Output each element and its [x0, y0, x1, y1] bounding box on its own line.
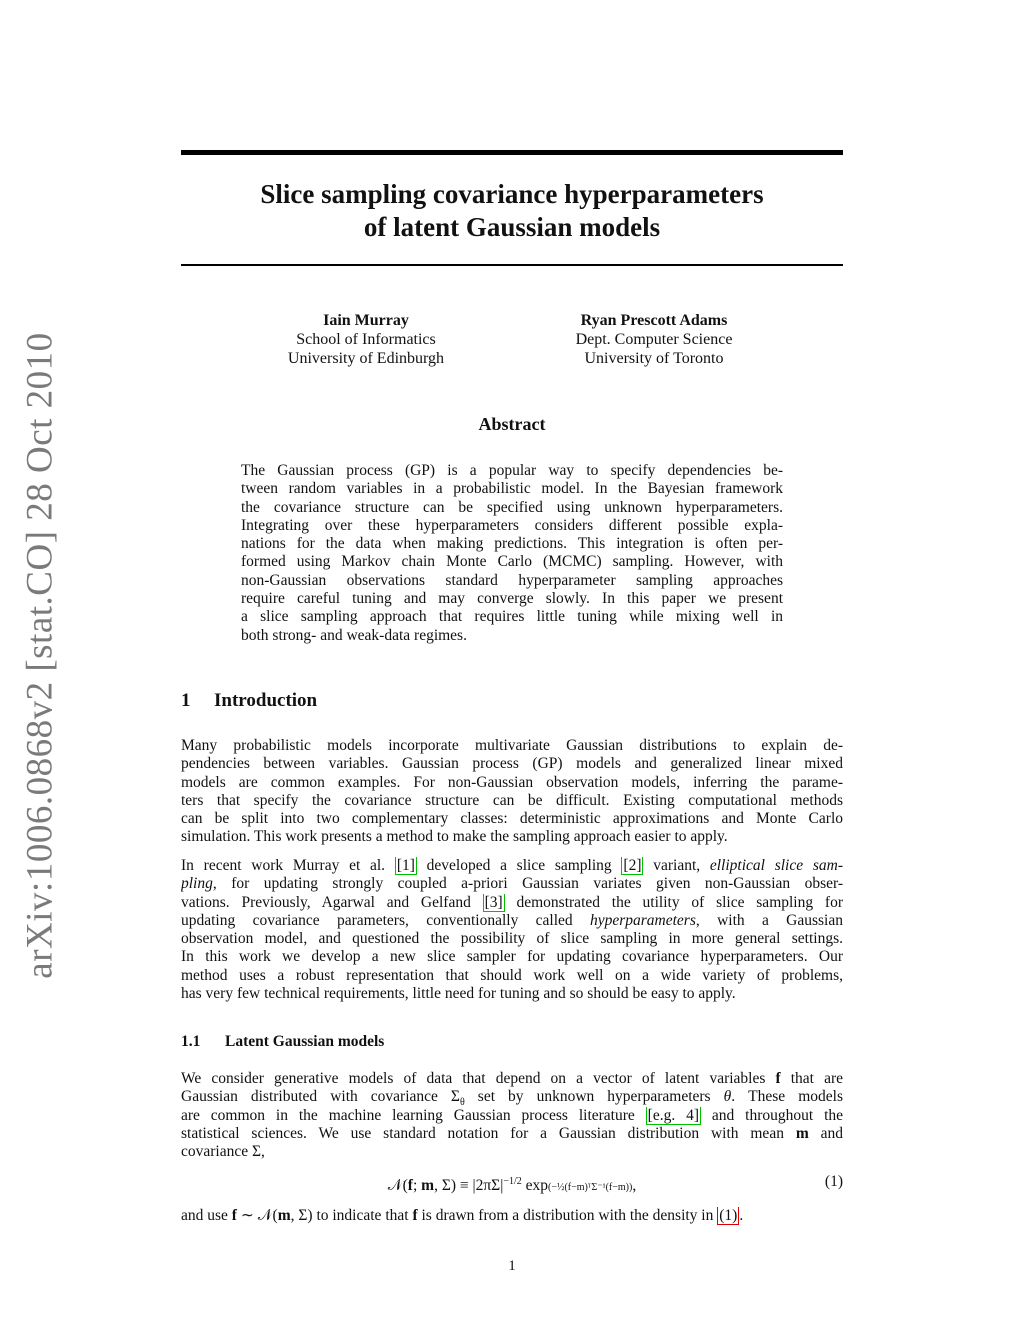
paper-title	[181, 178, 843, 244]
abstract-heading: Abstract	[478, 414, 546, 434]
paragraph-line	[181, 857, 843, 875]
paragraph-line: pendencies between variables. Gaussian process (GP) models and generalized linear mixed	[181, 755, 843, 773]
arxiv-identifier-stamp	[10, 331, 70, 979]
citation-link[interactable]: [e.g. 4]	[647, 1106, 700, 1124]
paragraph-line	[181, 1125, 843, 1143]
abstract-line: the covariance structure can be specified using unknown hyperparameters.	[241, 498, 783, 516]
abstract-line: nations for the data when making predictions. This integration is often per-	[241, 535, 783, 553]
abstract-line: formed using Markov chain Monte Carlo (MCMC) sampling. However, with	[241, 553, 783, 571]
author-affiliation: University of Edinburgh	[287, 350, 445, 367]
math-vector: f	[231, 1207, 237, 1224]
abstract-line: both strong- and weak-data regimes.	[241, 626, 467, 644]
abstract-line: Integrating over these hyperparameters considers different possible expla-	[241, 516, 783, 534]
abstract-line: a slice sampling approach that requires little tuning while mixing well in	[241, 608, 783, 626]
author-block-2	[544, 311, 764, 368]
abstract-body	[241, 462, 783, 645]
equation-exponent: −1/2	[503, 1176, 522, 1187]
math-vector: f	[407, 1177, 413, 1195]
subsection-title: Latent Gaussian models	[225, 1033, 385, 1050]
math-vector: m	[277, 1207, 291, 1224]
equation-body	[181, 1170, 843, 1200]
text-run: . These models	[731, 1088, 843, 1106]
math-vector: m	[795, 1124, 809, 1142]
text-run: statistical sciences. We use standard notation for a Gaussian distribution with mean	[181, 1124, 796, 1142]
paragraph-line	[181, 1107, 843, 1125]
paragraph-line: simulation. This work presents a method to make the sampling approach easier to apply.	[181, 828, 728, 846]
text-run: are common in the machine learning Gaussian process literature	[181, 1106, 646, 1124]
text-run: that are	[780, 1070, 843, 1087]
text-run: In recent work Murray et al.	[181, 857, 395, 874]
title-line-2: of latent Gaussian models	[363, 212, 661, 242]
text-run: and	[808, 1124, 843, 1142]
text-run: variant,	[643, 857, 710, 874]
abstract-line: The Gaussian process (GP) is a popular way to specify dependencies be-	[241, 462, 783, 479]
paragraph-line	[181, 875, 843, 893]
text-run: demonstrated the utility of slice sampling for	[504, 893, 843, 911]
equation-part: 𝒩(	[387, 1177, 408, 1195]
paragraph-line	[181, 1070, 843, 1088]
text-run: We consider generative models of data that depend on a vector of latent variables	[181, 1070, 776, 1087]
equation-reference-link[interactable]: (1)	[719, 1207, 738, 1224]
title-top-rule	[181, 150, 843, 155]
math-vector: f	[775, 1070, 781, 1087]
math-vector: m	[421, 1177, 435, 1195]
abstract-line: require careful tuning and may converge slowly. In this paper we present	[241, 590, 783, 608]
paragraph-line: covariance Σ,	[181, 1143, 265, 1161]
subsection-heading-latent-gaussian-models	[181, 1033, 384, 1051]
text-run: updating covariance parameters, conventionally called	[181, 911, 590, 929]
page-number: 1	[508, 1258, 516, 1274]
text-run: and throughout the	[701, 1106, 843, 1124]
author-name: Iain Murray	[323, 312, 409, 329]
math-subscript: θ	[459, 1097, 465, 1107]
section-number: 1	[181, 690, 191, 711]
paragraph-line: Many probabilistic models incorporate multivariate Gaussian distributions to explain de-	[181, 737, 843, 754]
text-run: , with a Gaussian	[695, 911, 843, 929]
abstract-line: tween random variables in a probabilistic model. In the Bayesian framework	[241, 480, 783, 498]
paragraph-line: method uses a robust representation that should work well on a wide variety of problems,	[181, 966, 843, 984]
citation-link[interactable]: [1]	[396, 857, 415, 874]
paragraph-line: observation model, and questioned the possibility of slice sampling in more general settings.	[181, 930, 843, 948]
paragraph-line: ters that specify the covariance structure can be difficult. Existing computational methods	[181, 791, 843, 809]
section-title: Introduction	[214, 690, 318, 711]
emphasis-text: pling	[181, 875, 213, 893]
paragraph-line	[181, 912, 843, 930]
abstract-line: non-Gaussian observations standard hyperparameter sampling approaches	[241, 571, 783, 589]
text-run: , for updating strongly coupled a-priori Gaussian variates given non-Gaussian obser-	[212, 875, 843, 893]
text-run: ∼ 𝒩(	[236, 1207, 278, 1224]
author-block-1	[256, 311, 476, 368]
text-run: and use	[181, 1207, 232, 1224]
math-symbol: θ	[723, 1088, 732, 1106]
text-run: .	[739, 1207, 744, 1224]
latent-models-paragraph	[181, 1070, 843, 1161]
equation-part: ;	[412, 1177, 422, 1195]
paragraph-line: can be split into two complementary classes: deterministic approximations and Monte Carlo	[181, 810, 843, 828]
text-run: Gaussian distributed with covariance Σ	[181, 1088, 460, 1106]
equation-part: exp	[521, 1177, 548, 1195]
text-run: , Σ) to indicate that	[290, 1207, 413, 1224]
section-heading-introduction	[181, 690, 317, 712]
emphasis-text: elliptical slice sam-	[709, 857, 843, 874]
author-affiliation: Dept. Computer Science	[575, 331, 733, 348]
math-vector: f	[412, 1207, 418, 1224]
citation-link[interactable]: [2]	[623, 857, 642, 874]
subsection-number: 1.1	[181, 1033, 201, 1050]
paragraph-line: models are common examples. For non-Gaussian observation models, inferring the parame-	[181, 773, 843, 791]
author-name: Ryan Prescott Adams	[580, 312, 728, 329]
citation-link[interactable]: [3]	[484, 893, 503, 911]
equation-part: ,	[632, 1177, 637, 1195]
equation-1	[181, 1170, 843, 1194]
intro-paragraph-1	[181, 737, 843, 847]
paragraph-line	[181, 894, 843, 912]
paragraph-line: In this work we develop a new slice sampler for updating covariance hyperparameters. Our	[181, 948, 843, 966]
paragraph-line: has very few technical requirements, little need for tuning and so should be easy to apply.	[181, 985, 736, 1003]
text-run: developed a slice sampling	[416, 857, 622, 874]
text-run: vations. Previously, Agarwal and Gelfand	[181, 893, 483, 911]
equation-part: , Σ) ≡ |2πΣ|	[434, 1177, 504, 1195]
title-line-1: Slice sampling covariance hyperparameters	[260, 179, 764, 209]
density-paragraph	[181, 1207, 843, 1225]
emphasis-text: hyperparameters	[589, 911, 696, 929]
intro-paragraph-2	[181, 857, 843, 1003]
equation-number: (1)	[824, 1173, 843, 1190]
equation-argument: (−½(f−m)ᵀΣ⁻¹(f−m))	[548, 1182, 633, 1194]
author-affiliation: School of Informatics	[296, 331, 436, 348]
title-bottom-rule	[181, 264, 843, 266]
text-run: is drawn from a distribution with the density in	[417, 1207, 718, 1224]
paragraph-line	[181, 1088, 843, 1106]
author-affiliation: University of Toronto	[584, 350, 724, 367]
arxiv-identifier-text: arXiv:1006.0868v2 [stat.CO] 28 Oct 2010	[19, 331, 61, 979]
text-run: set by unknown hyperparameters	[464, 1088, 724, 1106]
paragraph-line	[181, 1207, 843, 1225]
